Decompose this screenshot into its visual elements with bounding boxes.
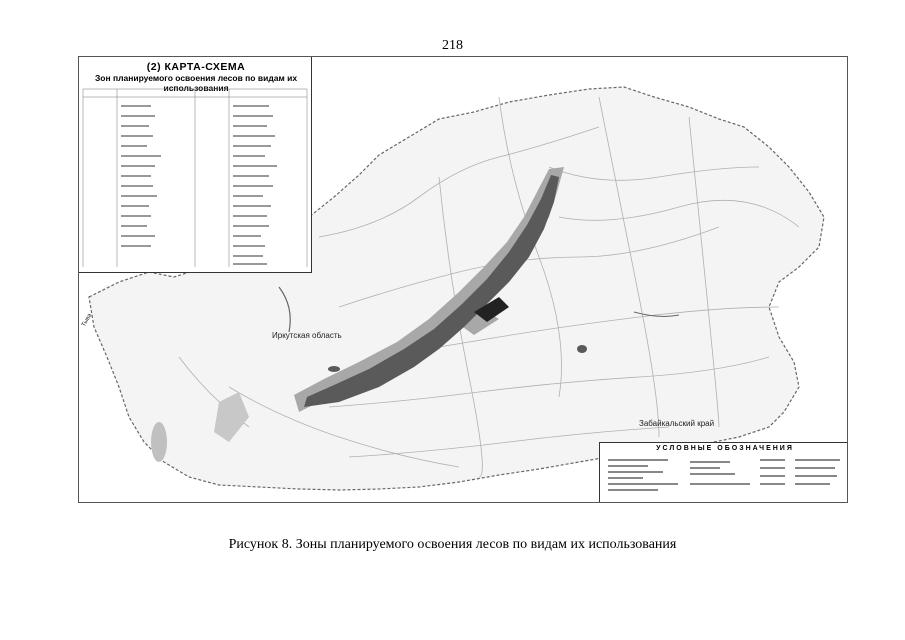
map-subtitle: Зон планируемого освоения лесов по видам их использования	[94, 73, 298, 93]
map-frame	[78, 56, 848, 503]
region-label-zabaikal: Забайкальский край	[639, 419, 715, 428]
legend-symbols	[600, 443, 848, 503]
forestry-table-graphic	[79, 57, 311, 272]
region-label-tuva: Тыва	[81, 312, 94, 328]
page-number: 218	[442, 38, 463, 53]
region-label-irkutsk: Иркутская область	[272, 331, 342, 340]
map-legend-table	[79, 57, 312, 273]
map-title: (2) КАРТА-СХЕМА	[146, 61, 246, 73]
figure-caption: Рисунок 8. Зоны планируемого освоения лесов по видам их использования	[228, 537, 677, 552]
map-legend	[599, 442, 848, 503]
legend-title: УСЛОВНЫЕ ОБОЗНАЧЕНИЯ	[656, 445, 794, 452]
